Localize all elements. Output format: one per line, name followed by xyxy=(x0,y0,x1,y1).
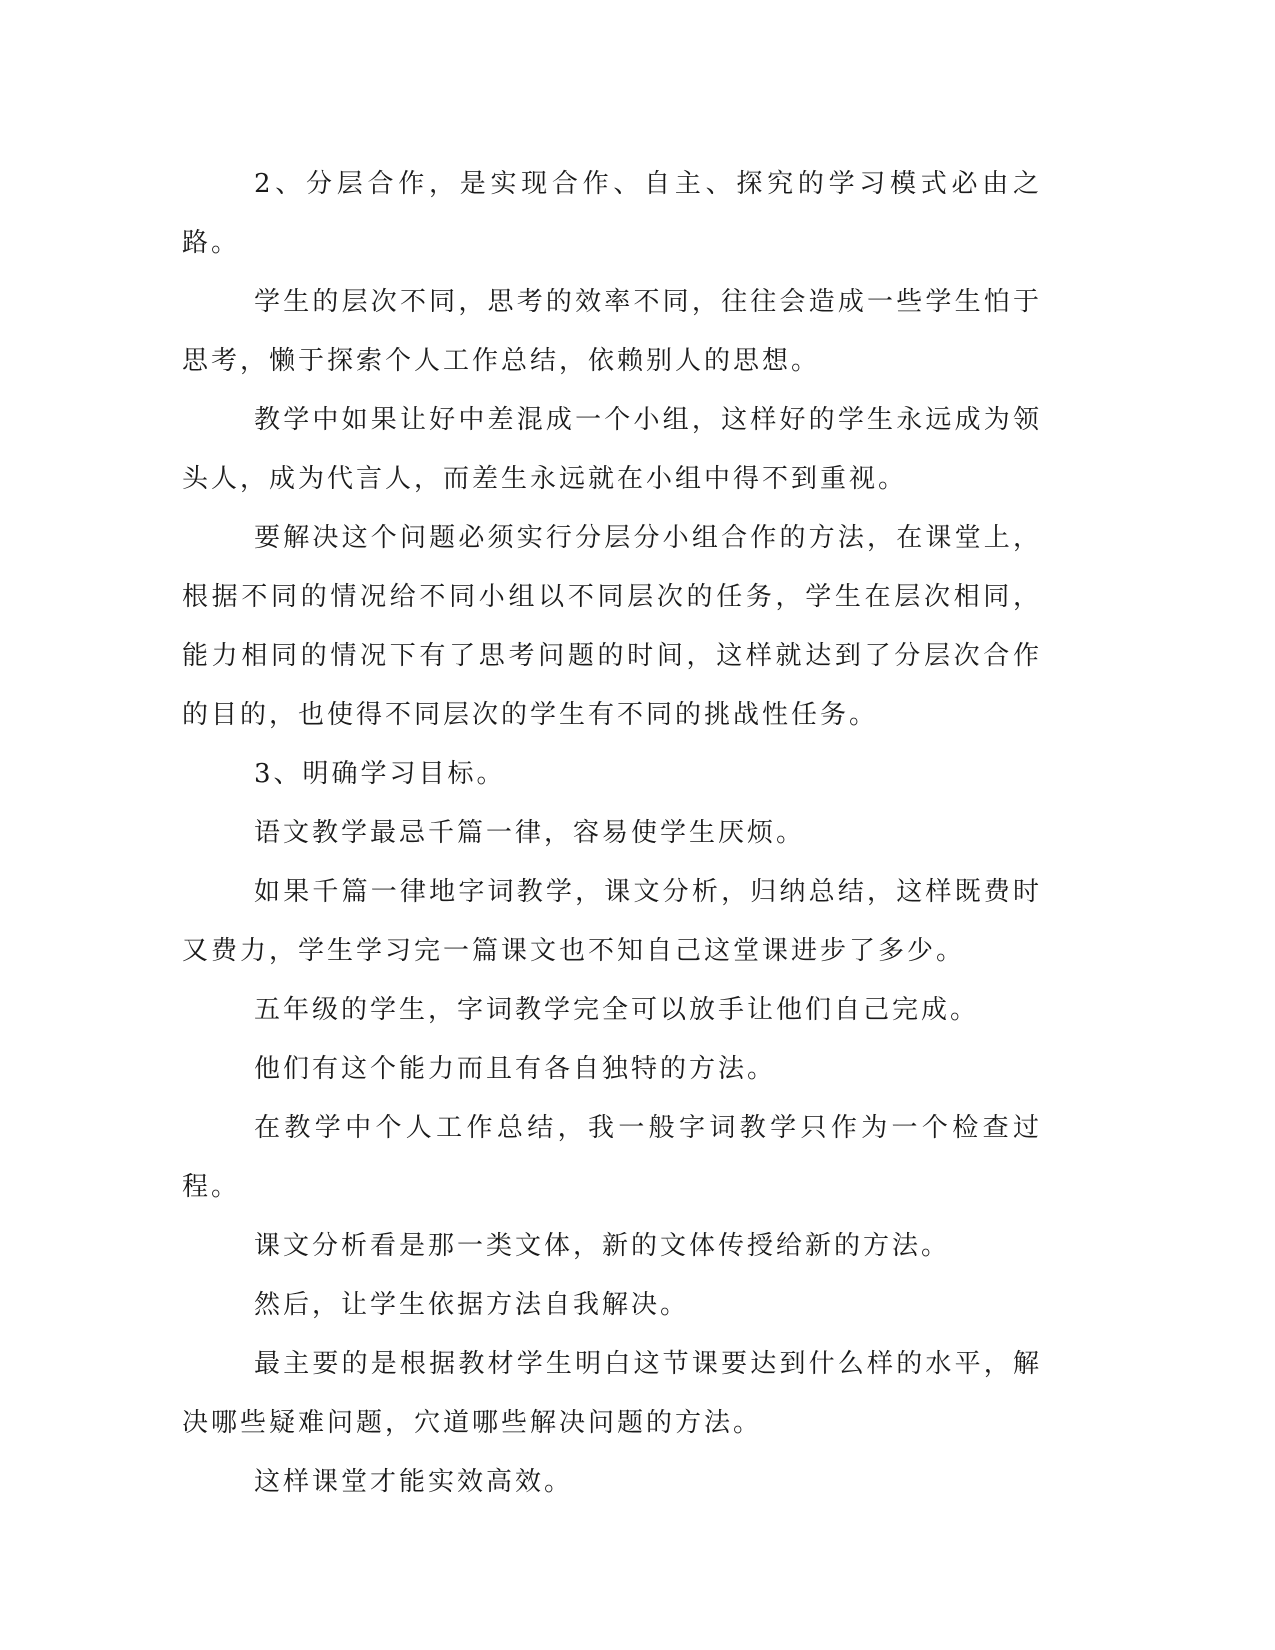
paragraph-9: 他们有这个能力而且有各自独特的方法。 xyxy=(254,1054,777,1084)
paragraph-7: 如果千篇一律地字词教学，课文分析，归纳总结，这样既费时又费力，学生学习完一篇课文也不知自己这堂课进步了多少。 xyxy=(182,877,1042,966)
paragraph-13: 最主要的是根据教材学生明白这节课要达到什么样的水平，解决哪些疑难问题，穴道哪些解决问题的方法。 xyxy=(182,1349,1042,1438)
paragraph-4: 要解决这个问题必须实行分层分小组合作的方法，在课堂上，根据不同的情况给不同小组以不同层次的任务，学生在层次相同，能力相同的情况下有了思考问题的时间，这样就达到了分层次合作的目的，也使得不同层次的学生有不同的挑战性任务。 xyxy=(182,523,1042,730)
paragraph-1: 2、分层合作，是实现合作、自主、探究的学习模式必由之路。 xyxy=(182,169,1042,258)
paragraph-11: 课文分析看是那一类文体，新的文体传授给新的方法。 xyxy=(254,1231,951,1261)
paragraph-2: 学生的层次不同，思考的效率不同，往往会造成一些学生怕于思考，懒于探索个人工作总结，依赖别人的思想。 xyxy=(182,287,1042,376)
document-body xyxy=(182,155,1042,1512)
paragraph-6: 语文教学最忌千篇一律，容易使学生厌烦。 xyxy=(254,818,806,848)
paragraph-3: 教学中如果让好中差混成一个小组，这样好的学生永远成为领头人，成为代言人，而差生永远就在小组中得不到重视。 xyxy=(182,405,1042,494)
paragraph-8: 五年级的学生，字词教学完全可以放手让他们自己完成。 xyxy=(254,995,980,1025)
paragraph-10: 在教学中个人工作总结，我一般字词教学只作为一个检查过程。 xyxy=(182,1113,1042,1202)
paragraph-5: 3、明确学习目标。 xyxy=(254,759,506,789)
paragraph-12: 然后，让学生依据方法自我解决。 xyxy=(254,1290,690,1320)
paragraph-14: 这样课堂才能实效高效。 xyxy=(254,1467,574,1497)
